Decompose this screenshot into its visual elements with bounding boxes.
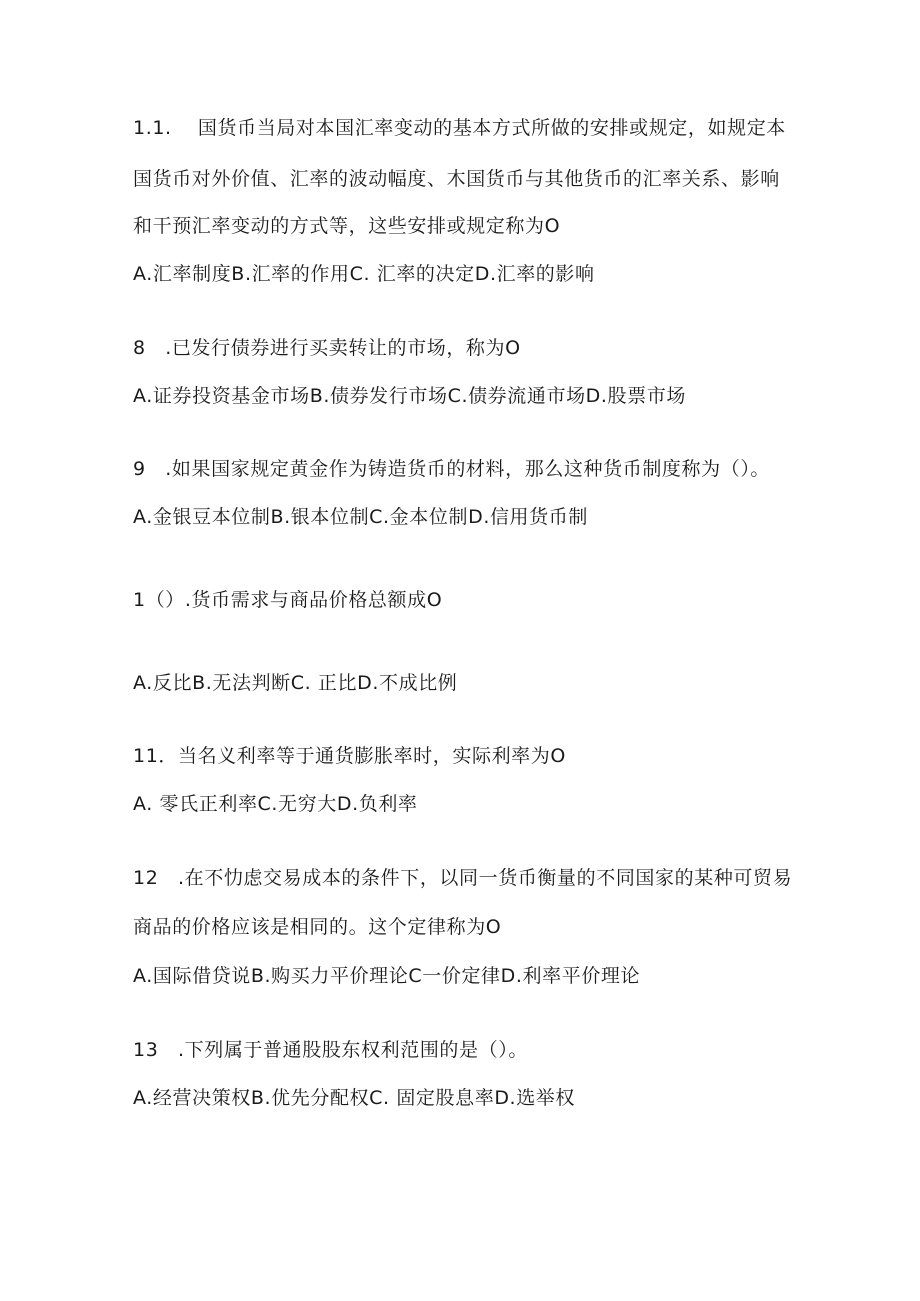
- question-1-line-1: 1.1. 国货币当局对本国汇率变动的基本方式所做的安排或规定，如规定本: [133, 117, 786, 139]
- question-8-options: A.证券投资基金市场B.债券发行市场C.债券流通市场D.股票市场: [133, 385, 686, 407]
- question-1-line-3: 和干预汇率变动的方式等，这些安排或规定称为O: [133, 215, 561, 237]
- question-11-options: A. 零氏正利率C.无穷大D.负利率: [133, 793, 418, 815]
- question-9-options: A.金银豆本位制B.银本位制C.金本位制D.信用货币制: [133, 506, 588, 528]
- question-10-line-1: 1（）.货币需求与商品价格总额成O: [133, 589, 443, 611]
- question-8-line-1: 8 .已发行债券进行买卖转让的市场，称为O: [133, 337, 521, 359]
- question-12-line-1: 12 .在不忇虑交易成本的条件下，以同一货币衡量的不同国家的某种可贸易: [133, 867, 793, 889]
- question-11-line-1: 11．当名义利率等于通货膨胀率时，实际利率为O: [133, 745, 566, 767]
- question-13-options: A.经营决策权B.优先分配权C. 固定股息率D.选举权: [133, 1087, 575, 1109]
- question-1-line-2: 国货币对外价值、汇率的波动幅度、木国货币与其他货币的汇率关系、影响: [133, 168, 780, 190]
- question-9-line-1: 9 .如果国家规定黄金作为铸造货币的材料，那么这种货币制度称为（）。: [133, 458, 771, 480]
- question-13-line-1: 13 .下列属于普通股股东权利范围的是（）。: [133, 1039, 528, 1061]
- question-10-options: A.反比B.无法判断C. 正比D.不成比例: [133, 672, 458, 694]
- question-1-options: A.汇率制度B.汇率的作用C. 汇率的决定D.汇率的影响: [133, 263, 595, 285]
- question-12-options: A.国际借贷说B.购买力平价理论C一价定律D.利率平价理论: [133, 965, 641, 987]
- question-12-line-2: 商品的价格应该是相同的。这个定律称为O: [133, 916, 502, 938]
